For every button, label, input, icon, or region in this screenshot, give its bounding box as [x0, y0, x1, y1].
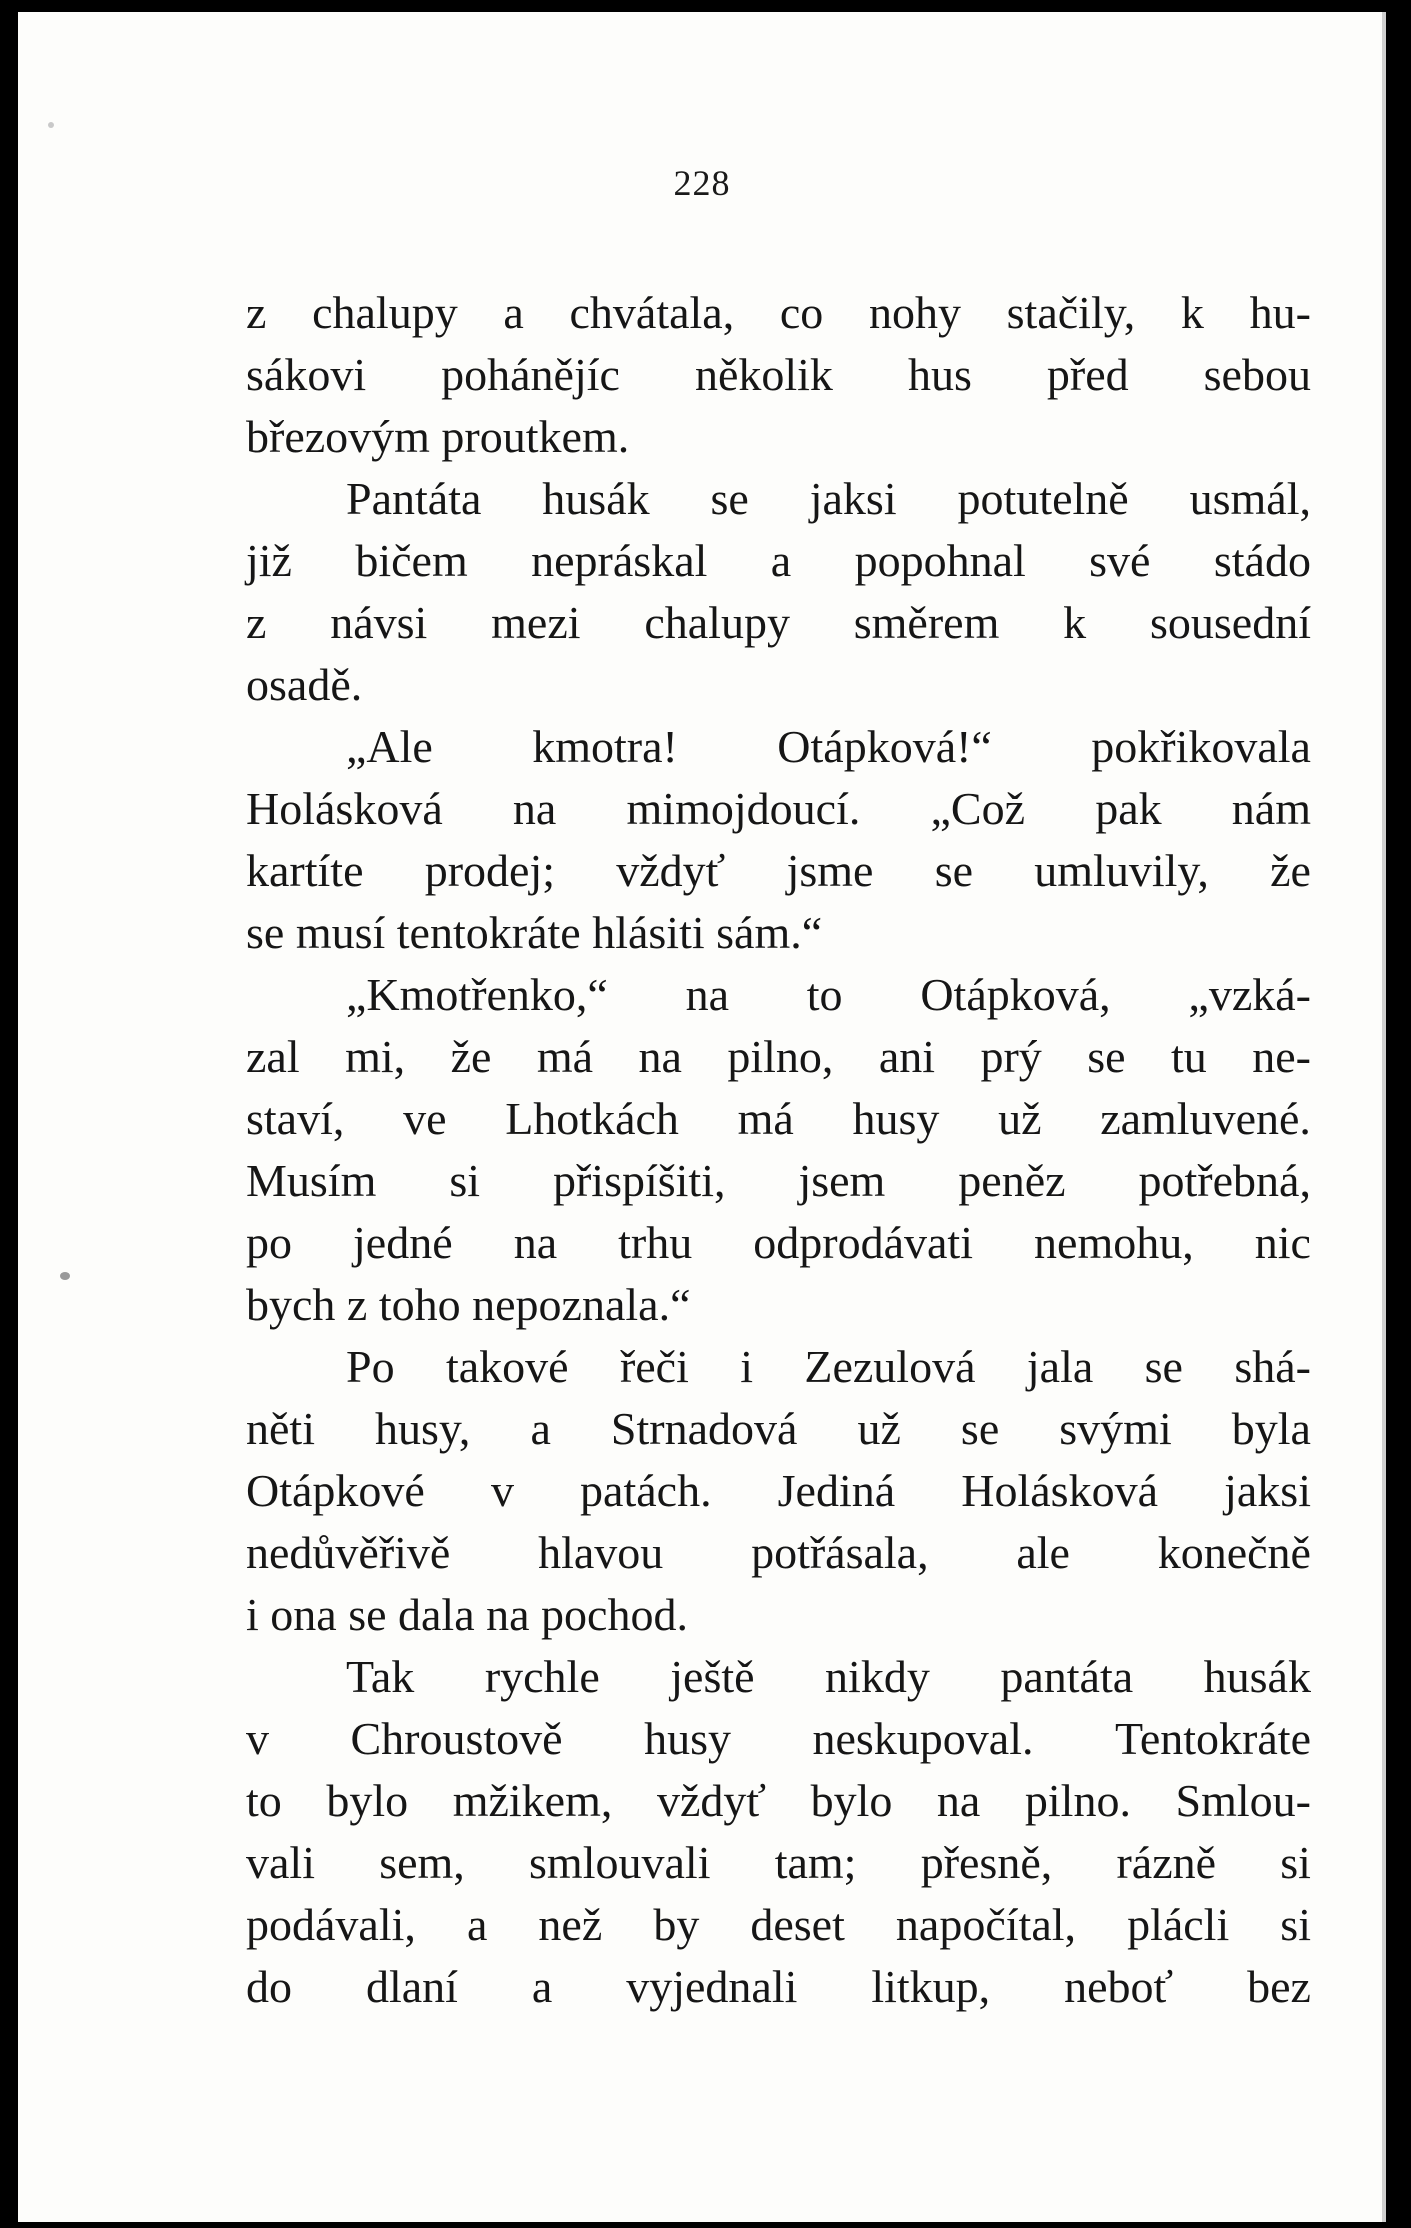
text-line: bych z toho nepoznala.“: [246, 1279, 691, 1330]
text-line: se musí tentokráte hlásiti sám.“: [246, 907, 823, 958]
text-line: Musím si přispíšiti, jsem peněz potřebná,: [246, 1155, 1311, 1206]
book-page: [18, 12, 1386, 2222]
text-line: podávali, a než by deset napočítal, plácli si: [246, 1899, 1311, 1950]
page-edge: [1382, 12, 1386, 2222]
text-line: v Chroustově husy neskupoval. Tentokráte: [246, 1713, 1311, 1764]
text-line: sákovi pohánějíc několik hus před sebou: [246, 349, 1311, 400]
text-line: to bylo mžikem, vždyť bylo na pilno. Smlou-: [246, 1775, 1311, 1826]
text-line: Holásková na mimojdoucí. „Což pak nám: [246, 783, 1311, 834]
text-line: Otápkové v patách. Jediná Holásková jaksi: [246, 1465, 1311, 1516]
text-line: již bičem nepráskal a popohnal své stádo: [246, 535, 1311, 586]
text-line: vali sem, smlouvali tam; přesně, rázně si: [246, 1837, 1311, 1888]
paragraph: [246, 468, 1311, 716]
text-line: nedůvěřivě hlavou potřásala, ale konečně: [246, 1527, 1311, 1578]
paragraph: [246, 282, 1311, 468]
text-line: Po takové řeči i Zezulová jala se shá-: [346, 1341, 1311, 1392]
text-line: z návsi mezi chalupy směrem k sousední: [246, 597, 1311, 648]
paragraph: [246, 716, 1311, 964]
text-line: něti husy, a Strnadová už se svými byla: [246, 1403, 1311, 1454]
text-line: kartíte prodej; vždyť jsme se umluvily, že: [246, 845, 1311, 896]
text-line: „Ale kmotra! Otápková!“ pokřikovala: [346, 721, 1311, 772]
paper-speck: [48, 122, 54, 128]
text-line: z chalupy a chvátala, co nohy stačily, k hu-: [246, 287, 1311, 338]
text-line: do dlaní a vyjednali litkup, neboť bez: [246, 1961, 1311, 2012]
text-line: zal mi, že má na pilno, ani prý se tu ne-: [246, 1031, 1311, 1082]
paragraph: [246, 1646, 1311, 2018]
text-line: staví, ve Lhotkách má husy už zamluvené.: [246, 1093, 1311, 1144]
paragraph: [246, 964, 1311, 1336]
body-text: [246, 282, 1311, 2018]
paragraph: [246, 1336, 1311, 1646]
text-line: osadě.: [246, 659, 363, 710]
text-line: březovým proutkem.: [246, 411, 630, 462]
text-line: Pantáta husák se jaksi potutelně usmál,: [346, 473, 1311, 524]
margin-spot: [60, 1272, 70, 1280]
text-line: po jedné na trhu odprodávati nemohu, nic: [246, 1217, 1311, 1268]
page-number: 228: [673, 163, 731, 203]
text-line: Tak rychle ještě nikdy pantáta husák: [346, 1651, 1311, 1702]
text-line: i ona se dala na pochod.: [246, 1589, 688, 1640]
text-line: „Kmotřenko,“ na to Otápková, „vzká-: [346, 969, 1311, 1020]
